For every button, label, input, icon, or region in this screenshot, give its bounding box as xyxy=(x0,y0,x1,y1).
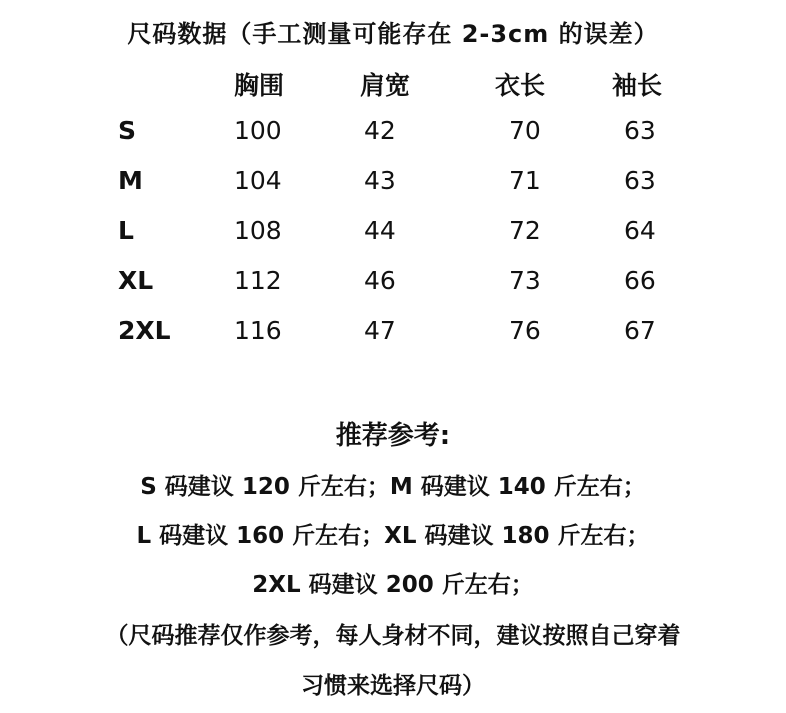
size-chart-title: 尺码数据（手工测量可能存在 2-3cm 的误差） xyxy=(127,20,659,48)
cell-length: 76 xyxy=(509,316,541,345)
row-size-label: L xyxy=(118,216,134,245)
row-size-label: S xyxy=(118,116,137,145)
row-size-label: 2XL xyxy=(118,316,171,345)
cell-shoulder: 47 xyxy=(364,316,396,345)
cell-shoulder: 42 xyxy=(364,116,396,145)
cell-length: 72 xyxy=(509,216,541,245)
cell-sleeve: 64 xyxy=(624,216,656,245)
cell-chest: 104 xyxy=(234,166,282,195)
cell-chest: 116 xyxy=(234,316,282,345)
cell-chest: 112 xyxy=(234,266,282,295)
recommendation-line: L 码建议 160 斤左右；XL 码建议 180 斤左右； xyxy=(136,523,650,549)
cell-length: 70 xyxy=(509,116,541,145)
header-length: 衣长 xyxy=(495,71,546,100)
cell-length: 71 xyxy=(509,166,541,195)
cell-shoulder: 44 xyxy=(364,216,396,245)
recommendation-note: 习惯来选择尺码） xyxy=(301,673,485,699)
cell-shoulder: 46 xyxy=(364,266,396,295)
recommendation-title: 推荐参考: xyxy=(335,421,451,451)
cell-sleeve: 63 xyxy=(624,116,656,145)
cell-shoulder: 43 xyxy=(364,166,396,195)
row-size-label: M xyxy=(118,166,143,195)
cell-chest: 108 xyxy=(234,216,282,245)
cell-chest: 100 xyxy=(234,116,282,145)
header-sleeve: 袖长 xyxy=(612,71,663,100)
cell-length: 73 xyxy=(509,266,541,295)
cell-sleeve: 63 xyxy=(624,166,656,195)
row-size-label: XL xyxy=(118,266,154,295)
recommendation-line: S 码建议 120 斤左右；M 码建议 140 斤左右； xyxy=(140,474,646,500)
recommendation-note: （尺码推荐仅作参考，每人身材不同，建议按照自己穿着 xyxy=(105,623,681,649)
recommendation-line: 2XL 码建议 200 斤左右； xyxy=(252,572,534,598)
cell-sleeve: 66 xyxy=(624,266,656,295)
header-chest: 胸围 xyxy=(234,71,285,100)
header-shoulder: 肩宽 xyxy=(360,71,411,100)
cell-sleeve: 67 xyxy=(624,316,656,345)
